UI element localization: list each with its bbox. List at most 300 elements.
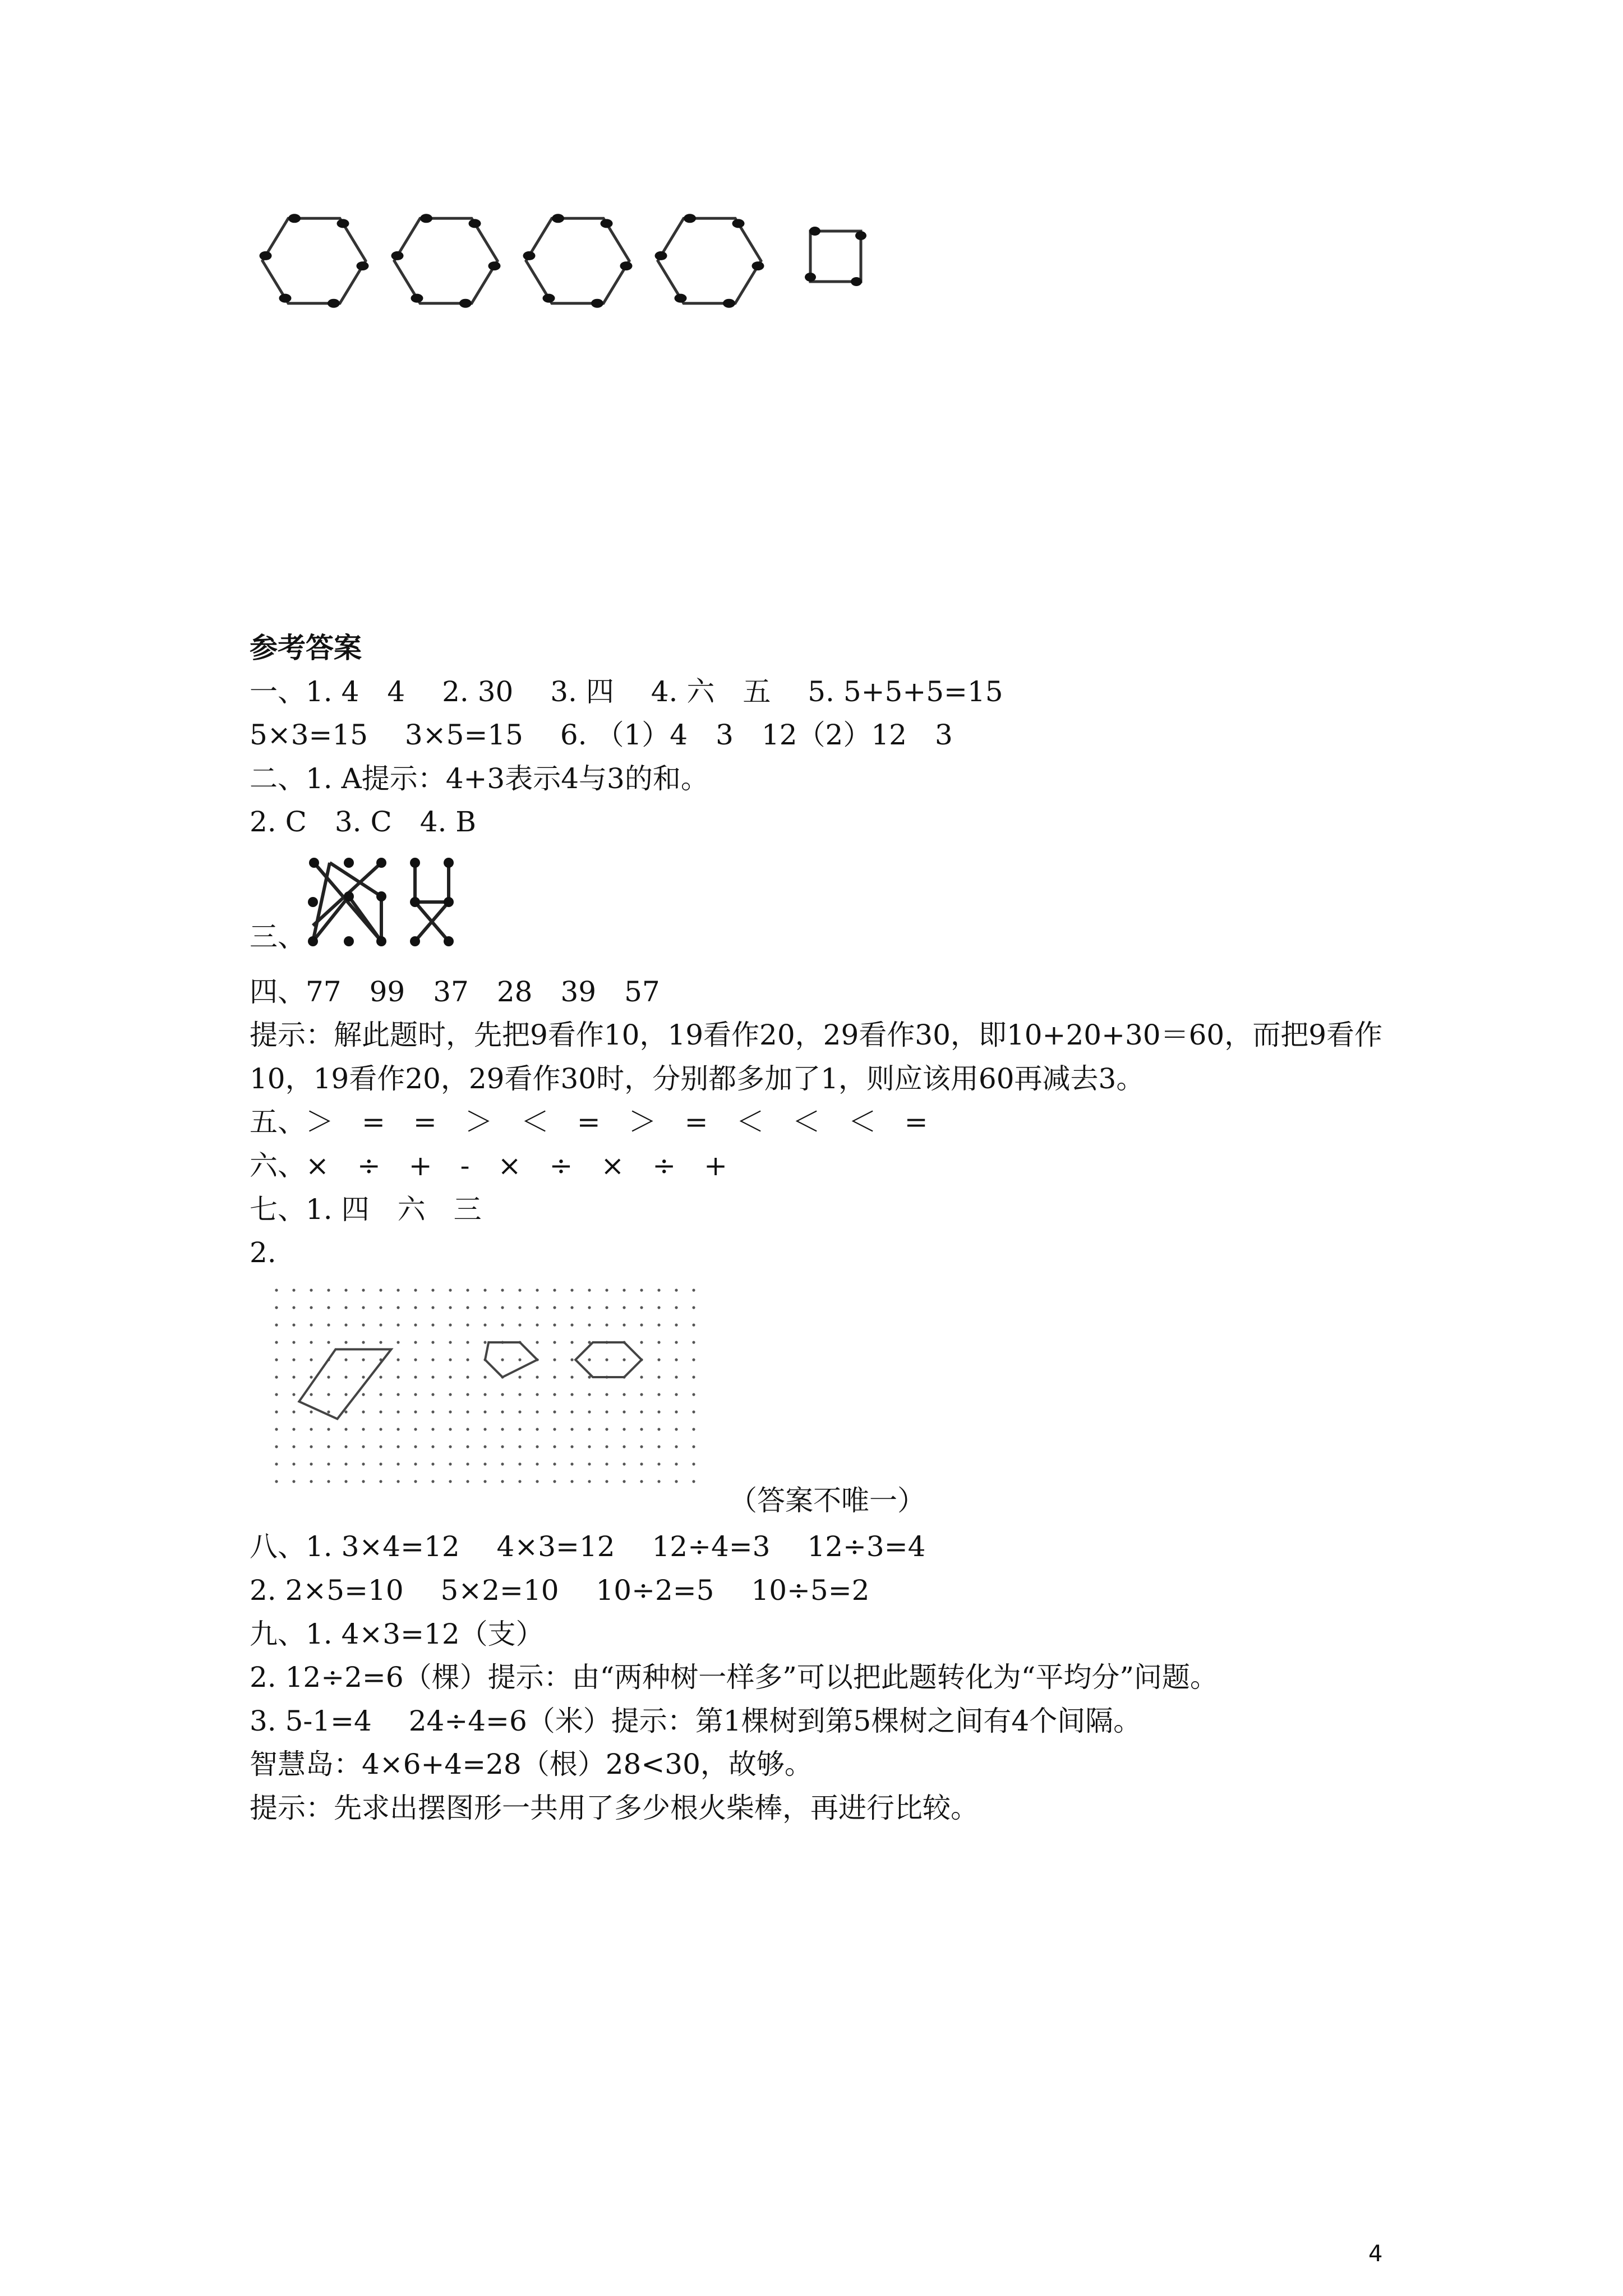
match-head [855,231,866,240]
grid-dot [518,1358,521,1361]
grid-dot [310,1358,312,1361]
grid-dot [310,1375,312,1378]
match-head [469,219,481,228]
grid-dot [362,1341,365,1343]
grid-dot [466,1428,469,1430]
grid-dot [275,1341,278,1343]
grid-dot [449,1480,451,1483]
grid-dot [657,1410,660,1413]
grid-dot [449,1323,451,1326]
grid-dot [640,1289,643,1291]
grid-dot [275,1393,278,1396]
grid-dot [536,1410,538,1413]
grid-dot [414,1306,417,1309]
grid-dot [692,1358,695,1361]
grid-dot [362,1428,365,1430]
grid-dot [379,1410,382,1413]
grid-dot [292,1375,295,1378]
grid-dot [344,1462,347,1465]
grid-dot [310,1480,312,1483]
grid-dot [623,1428,625,1430]
match-head [260,251,272,260]
grid-dot [483,1375,486,1378]
match-head [337,219,349,228]
grid-dot [396,1323,399,1326]
grid-dot [344,1358,347,1361]
grid-dot [483,1480,486,1483]
match-head [601,219,613,228]
grid-dot [396,1375,399,1378]
answer-note: （答案不唯一） [729,1484,925,1517]
answer-line-2: 5×3=15 3×5=15 6. （1）4 3 12（2）12 3 [250,719,953,751]
grid-dot [553,1393,556,1396]
grid-dot [536,1445,538,1448]
grid-dot [518,1428,521,1430]
grid-dot [344,1375,347,1378]
grid-dot [501,1410,504,1413]
grid-dot [623,1445,625,1448]
match-head [751,261,764,270]
grid-dot [344,1323,347,1326]
grid-dot [379,1462,382,1465]
grid-dot [553,1462,556,1465]
grid-dot [310,1306,312,1309]
grid-dot [536,1375,538,1378]
grid-dot [344,1306,347,1309]
grid-dot [292,1410,295,1413]
grid-dot [362,1289,365,1291]
match-head [279,294,291,303]
grid-dot [396,1480,399,1483]
grid-dot [483,1323,486,1326]
answer-line-14: 2. 2×5=10 5×2=10 10÷2=5 10÷5=2 [250,1574,870,1607]
grid-dot [310,1428,312,1430]
grid-dot [588,1410,591,1413]
grid-dot [501,1306,504,1309]
grid-dot [605,1462,608,1465]
grid-dot [327,1445,330,1448]
grid-dot [692,1323,695,1326]
grid-dot [466,1393,469,1396]
grid-dot [692,1410,695,1413]
grid-dot [553,1428,556,1430]
grid-shape-hexagon [575,1342,642,1377]
answer-line-3: 二、1. A提示：4+3表示4与3的和。 [250,762,709,795]
grid-dot [553,1375,556,1378]
grid-dot [310,1410,312,1413]
grid-dot [344,1341,347,1343]
grid-dot [379,1375,382,1378]
match-head [523,251,536,260]
grid-dot [588,1445,591,1448]
grid-dot [640,1375,643,1378]
grid-dot [553,1480,556,1483]
grid-dot [518,1323,521,1326]
grid-dot [483,1289,486,1291]
answer-line-12: 2. [250,1236,276,1269]
match-head [723,299,735,308]
grid-dot [431,1428,434,1430]
match-head [420,214,432,223]
grid-dot [379,1445,382,1448]
grid-dot [327,1289,330,1291]
grid-dot [588,1393,591,1396]
grid-dot [466,1341,469,1343]
grid-dot [518,1289,521,1291]
match-head [356,261,368,270]
grid-dot [570,1410,573,1413]
grid-dot [344,1289,347,1291]
grid-dot [536,1323,538,1326]
grid-dot [292,1341,295,1343]
grid-dot [675,1393,677,1396]
grid-dot [518,1393,521,1396]
grid-dot [292,1323,295,1326]
match-head [328,299,340,308]
grid-dot [675,1445,677,1448]
grid-dot [292,1289,295,1291]
grid-dot [292,1445,295,1448]
grid-dot [605,1393,608,1396]
grid-dot [396,1462,399,1465]
grid-dot [275,1289,278,1291]
grid-dot [466,1289,469,1291]
grid-dot [605,1428,608,1430]
answer-line-4: 2. C 3. C 4. B [250,806,477,838]
grid-dot [449,1358,451,1361]
grid-dot [623,1323,625,1326]
page-number: 4 [1368,2241,1383,2267]
grid-dot [692,1289,695,1291]
grid-dot [362,1462,365,1465]
grid-dot [501,1462,504,1465]
grid-dot [414,1375,417,1378]
grid-dot [553,1289,556,1291]
grid-dot [692,1341,695,1343]
answer-line-5: 三、 [250,921,306,953]
grid-dot [570,1289,573,1291]
grid-dot [692,1306,695,1309]
grid-dot [414,1445,417,1448]
grid-dot [657,1341,660,1343]
grid-dot [414,1393,417,1396]
matchstick-hexagon [260,214,369,307]
grid-dot [675,1341,677,1343]
grid-dot [570,1323,573,1326]
grid-dot [640,1480,643,1483]
grid-dot [605,1358,608,1361]
grid-dot [449,1289,451,1291]
grid-dot [536,1306,538,1309]
grid-dot [275,1306,278,1309]
answer-line-11: 七、1. 四 六 三 [250,1193,482,1226]
grid-dot [675,1480,677,1483]
grid-dot [675,1358,677,1361]
grid-dot [518,1445,521,1448]
matching-diagram [297,853,465,954]
match-head [391,251,404,260]
grid-dot [344,1480,347,1483]
grid-dot [292,1480,295,1483]
grid-dot [640,1393,643,1396]
grid-dot [292,1306,295,1309]
grid-dot [396,1410,399,1413]
grid-dot [396,1428,399,1430]
answer-line-9: 五、＞ = = ＞ ＜ = ＞ = ＜ ＜ ＜ = [250,1106,928,1138]
grid-dot [605,1323,608,1326]
grid-dot [553,1306,556,1309]
grid-dot [362,1358,365,1361]
grid-dot [536,1341,538,1343]
grid-dot [623,1462,625,1465]
grid-dot [640,1306,643,1309]
grid-dot [396,1445,399,1448]
grid-dot [292,1428,295,1430]
grid-dot [623,1410,625,1413]
grid-dot [675,1323,677,1326]
answer-line-8: 10，19看作20，29看作30时，分别都多加了1，则应该用60再减去3。 [250,1062,1145,1095]
grid-dot [396,1306,399,1309]
grid-dot [396,1289,399,1291]
grid-dot [605,1306,608,1309]
grid-dot [657,1393,660,1396]
dot-grid-figure [272,1285,721,1498]
answer-line-13: 八、1. 3×4=12 4×3=12 12÷4=3 12÷3=4 [250,1530,926,1563]
match-head [851,277,862,286]
answer-line-7: 提示：解此题时，先把9看作10，19看作20，29看作30，即10+20+30＝60，而把9看作 [250,1019,1383,1051]
grid-dot [466,1323,469,1326]
grid-dot [483,1445,486,1448]
grid-dot [431,1306,434,1309]
match-head [620,261,632,270]
grid-dot [588,1480,591,1483]
grid-dot [588,1323,591,1326]
grid-dot [414,1358,417,1361]
grid-dot [501,1445,504,1448]
grid-dot [431,1289,434,1291]
grid-dot [379,1428,382,1430]
matchstick-square [805,227,866,286]
grid-dot [570,1341,573,1343]
grid-dot [310,1341,312,1343]
grid-dot [275,1445,278,1448]
grid-dot [605,1410,608,1413]
grid-dot [605,1445,608,1448]
grid-dot [588,1358,591,1361]
matchstick-hexagon [523,214,633,307]
grid-dot [327,1480,330,1483]
grid-dot [431,1375,434,1378]
grid-dot [623,1306,625,1309]
grid-dot [362,1375,365,1378]
grid-dot [449,1341,451,1343]
grid-dot [275,1480,278,1483]
match-head [674,294,686,303]
match-head [459,299,472,308]
grid-dot [692,1480,695,1483]
grid-dot [553,1410,556,1413]
answer-line-15: 九、1. 4×3=12（支） [250,1618,544,1650]
grid-dot [327,1306,330,1309]
grid-dot [414,1289,417,1291]
grid-dot [675,1375,677,1378]
grid-dot [327,1462,330,1465]
grid-dot [536,1393,538,1396]
grid-dot [414,1323,417,1326]
grid-dot [692,1375,695,1378]
grid-dot [327,1410,330,1413]
grid-dot [327,1393,330,1396]
grid-dot [396,1393,399,1396]
grid-dot [431,1341,434,1343]
grid-dot [310,1445,312,1448]
answer-line-10: 六、× ÷ + - × ÷ × ÷ + [250,1149,728,1182]
grid-dot [449,1393,451,1396]
grid-dot [570,1358,573,1361]
grid-dot [536,1480,538,1483]
grid-dot [327,1428,330,1430]
grid-dot [275,1323,278,1326]
grid-dot [605,1289,608,1291]
grid-dot [570,1480,573,1483]
grid-dot [344,1445,347,1448]
grid-dot [675,1428,677,1430]
grid-dot [379,1341,382,1343]
grid-dot [501,1358,504,1361]
grid-dot [536,1289,538,1291]
grid-dot [275,1462,278,1465]
grid-dot [431,1410,434,1413]
grid-dot [553,1323,556,1326]
grid-dot [414,1462,417,1465]
answer-line-16: 2. 12÷2=6（棵）提示：由“两种树一样多”可以把此题转化为“平均分”问题。 [250,1661,1218,1694]
grid-dot [675,1306,677,1309]
grid-dot [466,1358,469,1361]
grid-dot [536,1428,538,1430]
grid-dot [449,1445,451,1448]
grid-dot [362,1306,365,1309]
match-head [488,261,500,270]
grid-dot [292,1462,295,1465]
grid-dot [414,1341,417,1343]
grid-dot [310,1393,312,1396]
grid-dot [483,1410,486,1413]
grid-dot [327,1375,330,1378]
match-head [552,214,564,223]
grid-dot [466,1480,469,1483]
grid-dot [414,1410,417,1413]
grid-dot [570,1306,573,1309]
matchstick-hexagon [391,214,501,307]
grid-dot [449,1375,451,1378]
answer-line-17: 3. 5-1=4 24÷4=6（米）提示：第1棵树到第5棵树之间有4个间隔。 [250,1705,1142,1737]
grid-dot [414,1428,417,1430]
grid-dot [449,1462,451,1465]
grid-dot [692,1462,695,1465]
grid-dot [379,1289,382,1291]
grid-dot [396,1358,399,1361]
grid-dot [466,1375,469,1378]
grid-dot [501,1428,504,1430]
grid-dot [675,1462,677,1465]
grid-dot [414,1480,417,1483]
grid-dot [362,1445,365,1448]
answer-line-1: 一、1. 4 4 2. 30 3. 四 4. 六 五 5. 5+5+5=15 [250,675,1003,708]
grid-dot [292,1393,295,1396]
grid-dot [466,1410,469,1413]
grid-dot [623,1289,625,1291]
grid-dot [675,1289,677,1291]
grid-dot [570,1375,573,1378]
grid-dot [362,1480,365,1483]
answer-line-19: 提示：先求出摆图形一共用了多少根火柴棒，再进行比较。 [250,1792,979,1824]
grid-dot [362,1410,365,1413]
grid-dot [657,1358,660,1361]
grid-dot [657,1445,660,1448]
grid-dot [483,1341,486,1343]
grid-dot [553,1341,556,1343]
grid-dot [275,1410,278,1413]
grid-dot [431,1480,434,1483]
grid-dot [657,1289,660,1291]
grid-dot [518,1410,521,1413]
grid-dot [518,1480,521,1483]
grid-dot [588,1428,591,1430]
grid-dot [275,1428,278,1430]
answer-title: 参考答案 [250,632,362,664]
grid-dot [310,1289,312,1291]
grid-dot [570,1428,573,1430]
grid-dot [501,1323,504,1326]
grid-dot [449,1428,451,1430]
grid-dot [379,1306,382,1309]
grid-dot [657,1462,660,1465]
grid-dot [640,1428,643,1430]
match-head [684,214,696,223]
answer-line-18: 智慧岛：4×6+4=28（根）28<30，故够。 [250,1748,813,1780]
grid-dot [623,1358,625,1361]
matchstick-hexagon [655,214,764,307]
grid-dot [657,1306,660,1309]
grid-dot [483,1428,486,1430]
match-head [732,219,745,228]
grid-dot [518,1375,521,1378]
grid-dot [623,1393,625,1396]
grid-dot [588,1306,591,1309]
grid-dot [362,1393,365,1396]
grid-dot [449,1410,451,1413]
grid-dot [675,1410,677,1413]
grid-dot [553,1358,556,1361]
grid-dot [692,1445,695,1448]
grid-dot [623,1480,625,1483]
grid-dot [449,1306,451,1309]
grid-dot [640,1445,643,1448]
grid-dot [657,1323,660,1326]
grid-dot [327,1323,330,1326]
grid-dot [431,1462,434,1465]
grid-dot [379,1393,382,1396]
grid-dot [466,1306,469,1309]
grid-dot [570,1445,573,1448]
grid-dot [275,1375,278,1378]
grid-dot [431,1358,434,1361]
grid-dot [570,1462,573,1465]
grid-dot [483,1393,486,1396]
match-head [805,273,816,282]
grid-dot [466,1445,469,1448]
grid-dot [570,1393,573,1396]
